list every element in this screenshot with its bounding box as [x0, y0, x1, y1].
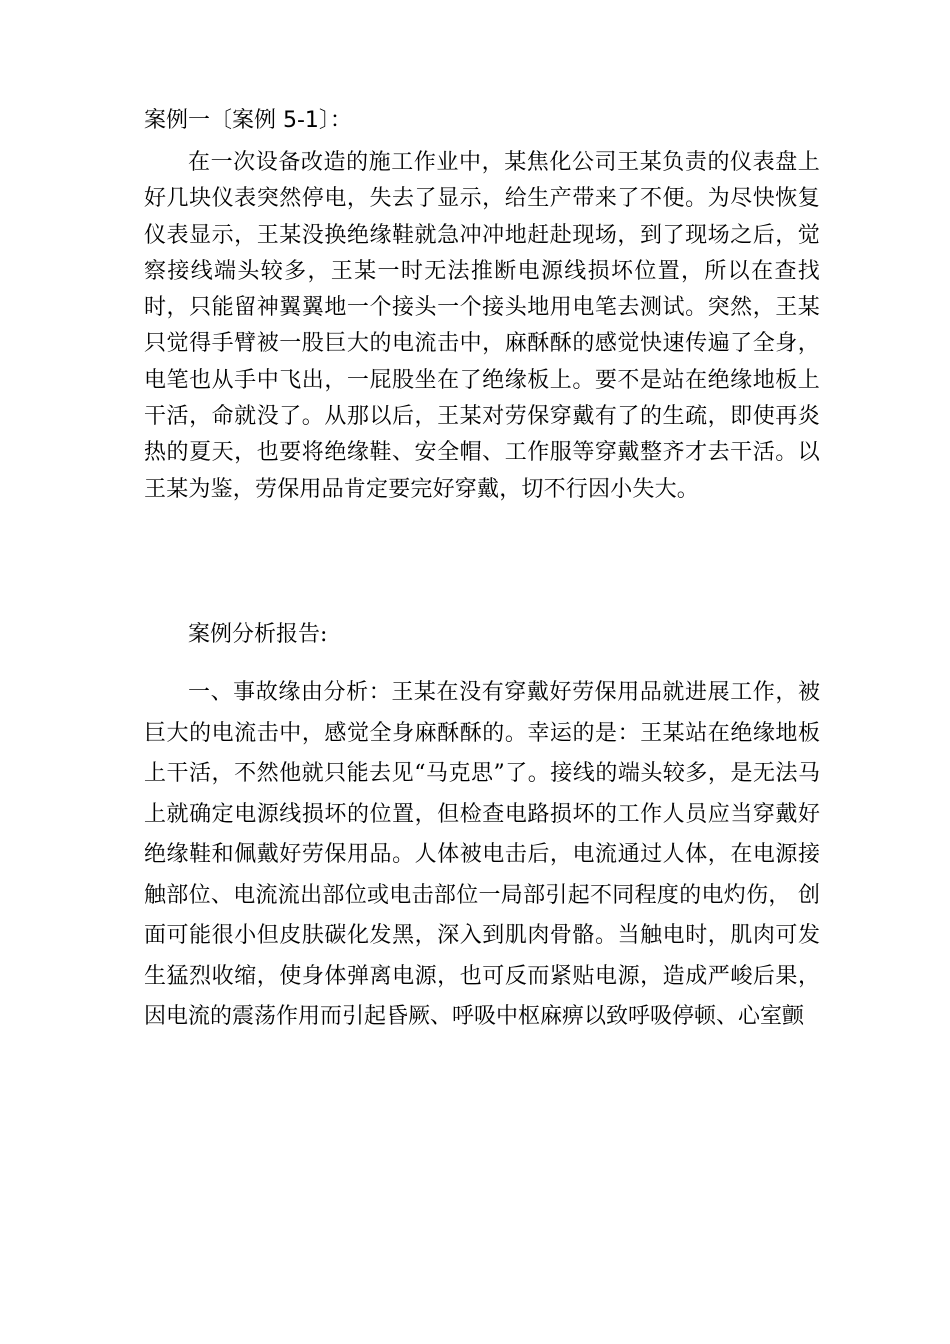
- case-description-paragraph: 在一次设备改造的施工作业中，某焦化公司王某负责的仪表盘上好几块仪表突然停电，失去了显示，给生产带来了不便。为尽快恢复仪表显示，王某没换绝缘鞋就急冲冲地赶赴现场，到了现场之后，觉察接线端头较多，王某一时无法推断电源线损坏位置，所以在查找时，只能留神翼翼地一个接头一个接头地用电笔去测试。突然，王某只觉得手臂被一股巨大的电流击中，麻酥酥的感觉快速传遍了全身，电笔也从手中飞出，一屁股坐在了绝缘板上。要不是站在绝缘地板上干活，命就没了。从那以后，王某对劳保穿戴有了的生疏，即使再炎热的夏天，也要将绝缘鞋、安全帽、工作服等穿戴整齐才去干活。以王某为鉴，劳保用品肯定要完好穿戴，切不行因小失大。: [144, 150, 820, 502]
- analysis-heading: 案例分析报告:: [188, 622, 328, 647]
- case-heading: 案例一〔案例 5-1〕：: [144, 108, 352, 133]
- analysis-paragraph: 一、事故缘由分析：王某在没有穿戴好劳保用品就进展工作，被巨大的电流击中，感觉全身麻酥酥的。幸运的是：王某站在绝缘地板上干活，不然他就只能去见“马克思”了。接线的端头较多，是无法马上就确定电源线损坏的位置，但检查电路损坏的工作人员应当穿戴好绝缘鞋和佩戴好劳保用品。人体被电击后，电流通过人体，在电源接触部位、电流流出部位或电击部位一局部引起不同程度的电灼伤， 创面可能很小但皮肤碳化发黑，深入到肌肉骨骼。当触电时，肌肉可发生猛烈收缩，使身体弹离电源，也可反而紧贴电源，造成严峻后果， 因电流的震荡作用而引起昏厥、呼吸中枢麻痹以致呼吸停顿、心室颤: [144, 680, 820, 1029]
